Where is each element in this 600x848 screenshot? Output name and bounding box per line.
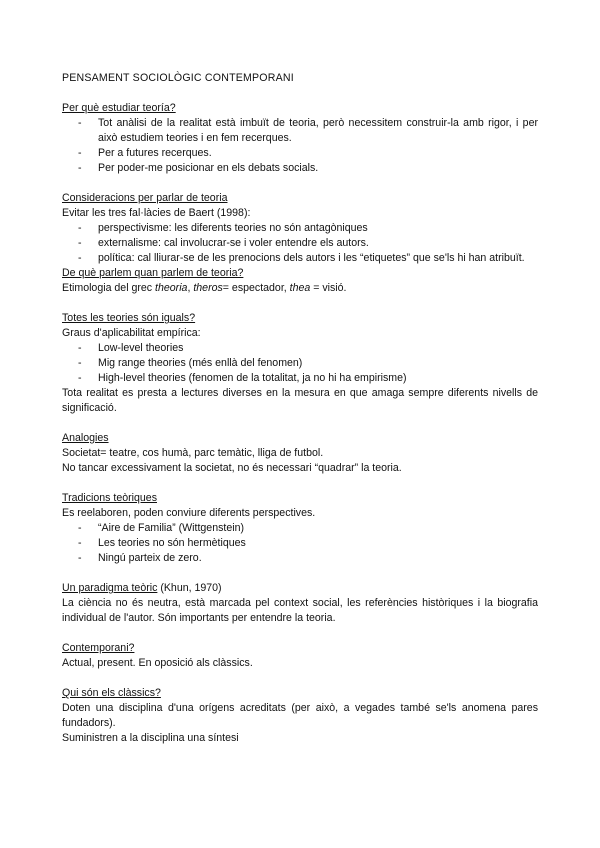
document-title: PENSAMENT SOCIOLÒGIC CONTEMPORANI [62, 72, 294, 84]
list-item: - “Aire de Familia” (Wittgenstein) [98, 521, 538, 536]
section-intro: Evitar les tres fal·làcies de Baert (1998): [62, 207, 251, 219]
list-item: - Les teories no són hermètiques [98, 536, 538, 551]
section-heading: Per què estudiar teoría? [62, 102, 176, 114]
paragraph: Suministren a la disciplina una síntesi [62, 732, 239, 744]
list-item: - Per poder-me posicionar en els debats socials. [98, 161, 538, 176]
section-contemporary [62, 641, 538, 671]
citation-note: (Khun, 1970) [157, 582, 222, 594]
section-intro: Graus d'aplicabilitat empírica: [62, 327, 201, 339]
etymology-text [62, 281, 538, 296]
list-item: - Mig range theories (més enllà del fenomen) [98, 356, 538, 371]
paragraph: Actual, present. En oposició als clàssics. [62, 657, 253, 669]
text-fragment: , [187, 282, 194, 294]
list-item: - Tot anàlisi de la realitat està imbuït de teoria, però necessitem construir-la amb rigor, i per això estudiem teories i en fem recerques. [98, 116, 538, 146]
text-fragment: Etimologia del grec [62, 282, 156, 294]
list-item: - Low-level theories [98, 341, 538, 356]
section-heading: Qui són els clàssics? [62, 687, 161, 699]
list-item: - política: cal lliurar-se de les prenocions dels autors i les “etiquetes” que se'ls hi han atribuït. [98, 251, 538, 266]
section-heading: Un paradigma teòric [62, 582, 158, 594]
section-heading: Tradicions teòriques [62, 492, 157, 504]
list-item: - externalisme: cal involucrar-se i voler entendre els autors. [98, 236, 538, 251]
bullet-list [62, 116, 538, 176]
term-thea: thea [289, 282, 311, 294]
section-considerations [62, 191, 538, 266]
list-item: - perspectivisme: les diferents teories no són antagòniques [98, 221, 538, 236]
paragraph: Societat= teatre, cos humà, parc temàtic, lliga de futbol. [62, 447, 324, 459]
section-what-is-theory [62, 266, 538, 296]
section-intro: Es reelaboren, poden conviure diferents perspectives. [62, 507, 316, 519]
section-all-theories-equal [62, 311, 538, 416]
section-outro: Tota realitat es presta a lectures diverses en la mesura en que amaga sempre diferents nivells de significació. [62, 387, 538, 414]
text-fragment: = visió. [310, 282, 347, 294]
bullet-list [62, 341, 538, 386]
section-paradigm [62, 581, 538, 626]
section-heading: Analogies [62, 432, 109, 444]
section-heading-line [62, 581, 538, 596]
bullet-list [62, 521, 538, 566]
list-item: - Per a futures recerques. [98, 146, 538, 161]
list-item: - High-level theories (fenomen de la totalitat, ja no hi ha empirisme) [98, 371, 538, 386]
bullet-list [62, 221, 538, 266]
term-theoria: theoria [155, 282, 188, 294]
section-classics [62, 686, 538, 746]
section-why-study-theory [62, 101, 538, 176]
section-theoretical-traditions [62, 491, 538, 566]
section-heading: Totes les teories són iguals? [62, 312, 196, 324]
section-heading: Consideracions per parlar de teoria [62, 192, 228, 204]
section-heading: Contemporani? [62, 642, 135, 654]
paragraph: Doten una disciplina d'una orígens acreditats (per això, a vegades també se'ls anomena pares fundadors). [62, 702, 538, 729]
term-theros: theros [193, 282, 223, 294]
section-analogies [62, 431, 538, 476]
paragraph: No tancar excessivament la societat, no és necessari “quadrar” la teoria. [62, 462, 402, 474]
text-fragment: = espectador, [222, 282, 290, 294]
section-heading: De què parlem quan parlem de teoria? [62, 267, 244, 279]
list-item: - Ningú parteix de zero. [98, 551, 538, 566]
paragraph: La ciència no és neutra, està marcada pel context social, les referències històriques i la biografia individual de l'autor. Són importants per entendre la teoria. [62, 597, 538, 624]
